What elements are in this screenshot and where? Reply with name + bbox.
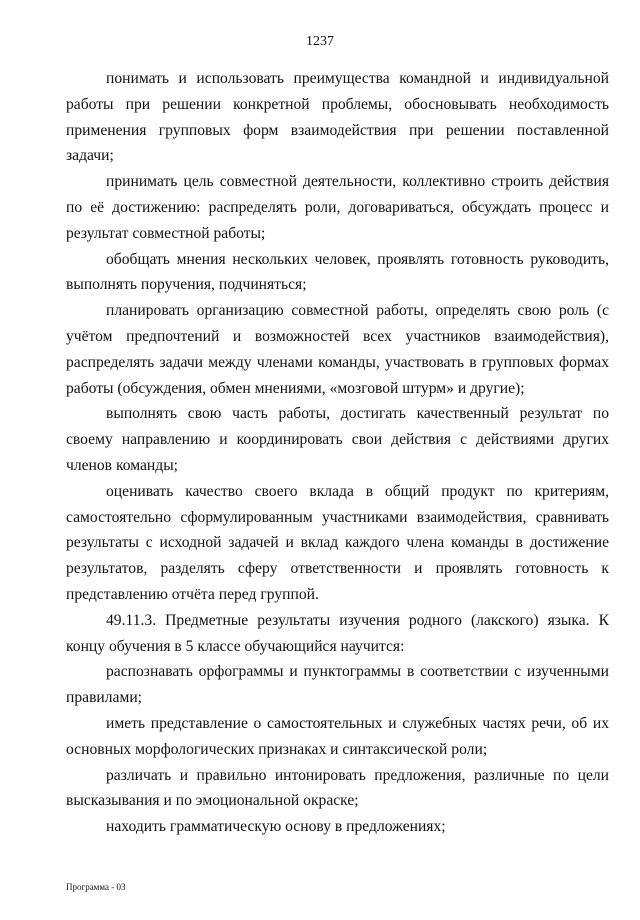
document-body bbox=[66, 66, 609, 840]
paragraph: обобщать мнения нескольких человек, проявлять готовность руководить, выполнять поручения, подчиняться; bbox=[66, 250, 609, 294]
paragraph: различать и правильно интонировать предложения, различные по цели высказывания и по эмоциональной окраске; bbox=[66, 766, 609, 810]
footer-label: Программа - 03 bbox=[66, 882, 126, 892]
paragraph: планировать организацию совместной работы, определять свою роль (с учётом предпочтений и возможностей всех участников взаимодействия), распределять задачи между членами команды, участвовать в групповых формах работы (обсуждения, обмен мнениями, «мозговой штурм» и другие); bbox=[66, 302, 609, 397]
paragraph: распознавать орфограммы и пунктограммы в соответствии с изученными правилами; bbox=[66, 663, 609, 707]
paragraph: выполнять свою часть работы, достигать качественный результат по своему направлению и координировать свои действия с действиями других членов команды; bbox=[66, 405, 609, 474]
paragraph: иметь представление о самостоятельных и служебных частях речи, об их основных морфологических признаках и синтаксической роли; bbox=[66, 714, 609, 758]
paragraph: оценивать качество своего вклада в общий продукт по критериям, самостоятельно сформулированным участниками взаимодействия, сравнивать результаты с исходной задачей и вклад каждого члена команды в достижение результатов, разделять сферу ответственности и проявлять готовность к представлению отчёта перед группой. bbox=[66, 482, 609, 603]
paragraph: понимать и использовать преимущества командной и индивидуальной работы при решении конкретной проблемы, обосновывать необходимость применения групповых форм взаимодействия при решении поставленной задачи; bbox=[66, 70, 609, 165]
page-number: 1237 bbox=[306, 34, 334, 49]
paragraph: принимать цель совместной деятельности, коллективно строить действия по её достижению: распределять роли, договариваться, обсуждать процесс и результат совместной работы; bbox=[66, 173, 609, 242]
paragraph: находить грамматическую основу в предложениях; bbox=[106, 818, 446, 836]
section-heading-paragraph: 49.11.3. Предметные результаты изучения родного (лакского) языка. К концу обучения в 5 классе обучающийся научится: bbox=[66, 611, 609, 655]
